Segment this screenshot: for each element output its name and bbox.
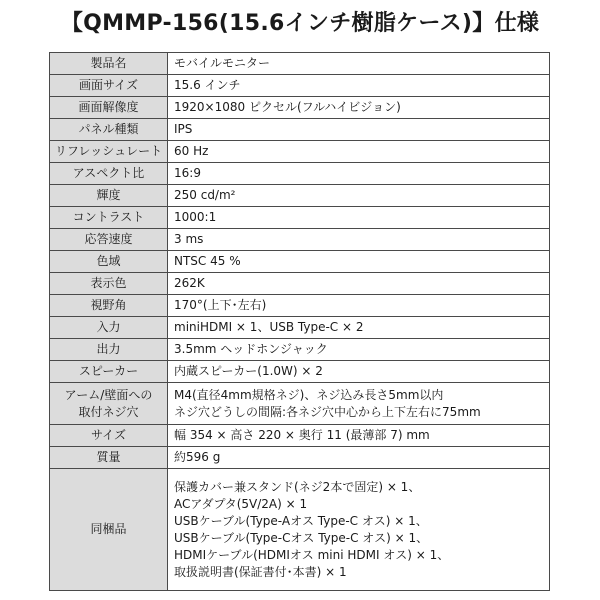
spec-value: miniHDMI × 1、USB Type-C × 2 [168, 317, 550, 339]
spec-row [50, 339, 550, 361]
spec-value: 幅 354 × 高さ 220 × 奥行 11 (最薄部 7) mm [168, 425, 550, 447]
spec-value: 16:9 [168, 163, 550, 185]
spec-value [168, 469, 550, 591]
spec-row [50, 75, 550, 97]
spec-value: 約596 g [168, 447, 550, 469]
spec-row [50, 317, 550, 339]
spec-row [50, 163, 550, 185]
spec-value: 3.5mm ヘッドホンジャック [168, 339, 550, 361]
spec-row [50, 229, 550, 251]
bundle-item: ACアダプタ(5V/2A) × 1 [174, 496, 308, 511]
spec-label: パネル種類 [50, 119, 168, 141]
spec-value [168, 383, 550, 425]
spec-label: 輝度 [50, 185, 168, 207]
spec-value: NTSC 45 % [168, 251, 550, 273]
spec-row [50, 361, 550, 383]
spec-value: 3 ms [168, 229, 550, 251]
spec-row [50, 141, 550, 163]
spec-row [50, 273, 550, 295]
spec-label: 色域 [50, 251, 168, 273]
bundle-item: USBケーブル(Type-Aオス Type-C オス) × 1、 [174, 513, 428, 528]
spec-label: 質量 [50, 447, 168, 469]
spec-row-size [50, 425, 550, 447]
spec-row [50, 97, 550, 119]
spec-label: 画面解像度 [50, 97, 168, 119]
bundle-item: 取扱説明書(保証書付･本書) × 1 [174, 564, 347, 579]
spec-value: 262K [168, 273, 550, 295]
spec-value: 内蔵スピーカー(1.0W) × 2 [168, 361, 550, 383]
bundle-item: 保護カバー兼スタンド(ネジ2本で固定) × 1、 [174, 479, 421, 494]
spec-label: 同梱品 [50, 469, 168, 591]
spec-row-mount [50, 383, 550, 425]
spec-row-weight [50, 447, 550, 469]
spec-row [50, 295, 550, 317]
spec-table-tail [50, 383, 550, 591]
spec-label: 製品名 [50, 53, 168, 75]
spec-label: リフレッシュレート [50, 141, 168, 163]
spec-label: 出力 [50, 339, 168, 361]
page-title: 【QMMP-156(15.6インチ樹脂ケース)】仕様 [60, 11, 540, 36]
spec-value-line: M4(直径4mm規格ネジ)、ネジ込み長さ5mm以内 [174, 387, 444, 402]
spec-value: モバイルモニター [168, 53, 550, 75]
spec-table-body [50, 53, 550, 383]
spec-table [49, 52, 550, 591]
spec-value-line: ネジ穴どうしの間隔:各ネジ穴中心から上下左右に75mm [174, 404, 481, 419]
spec-value: 250 cd/m² [168, 185, 550, 207]
spec-value: 60 Hz [168, 141, 550, 163]
spec-label: コントラスト [50, 207, 168, 229]
spec-value: 170°(上下･左右) [168, 295, 550, 317]
spec-label: サイズ [50, 425, 168, 447]
spec-row [50, 207, 550, 229]
bundle-item: USBケーブル(Type-Cオス Type-C オス) × 1、 [174, 530, 429, 545]
spec-label [50, 383, 168, 425]
spec-label: スピーカー [50, 361, 168, 383]
spec-row [50, 53, 550, 75]
bundle-item: HDMIケーブル(HDMIオス mini HDMI オス) × 1、 [174, 547, 450, 562]
spec-label: 応答速度 [50, 229, 168, 251]
spec-label-line: 取付ネジ穴 [78, 404, 139, 419]
spec-label: 視野角 [50, 295, 168, 317]
spec-label: 画面サイズ [50, 75, 168, 97]
spec-label: 表示色 [50, 273, 168, 295]
spec-label-line: アーム/壁面への [64, 387, 153, 402]
spec-label: アスペクト比 [50, 163, 168, 185]
spec-label: 入力 [50, 317, 168, 339]
spec-value: 1000:1 [168, 207, 550, 229]
spec-row [50, 119, 550, 141]
spec-row [50, 251, 550, 273]
spec-value: 15.6 インチ [168, 75, 550, 97]
spec-row [50, 185, 550, 207]
spec-value: 1920×1080 ピクセル(フルハイビジョン) [168, 97, 550, 119]
spec-value: IPS [168, 119, 550, 141]
spec-row-bundle [50, 469, 550, 591]
